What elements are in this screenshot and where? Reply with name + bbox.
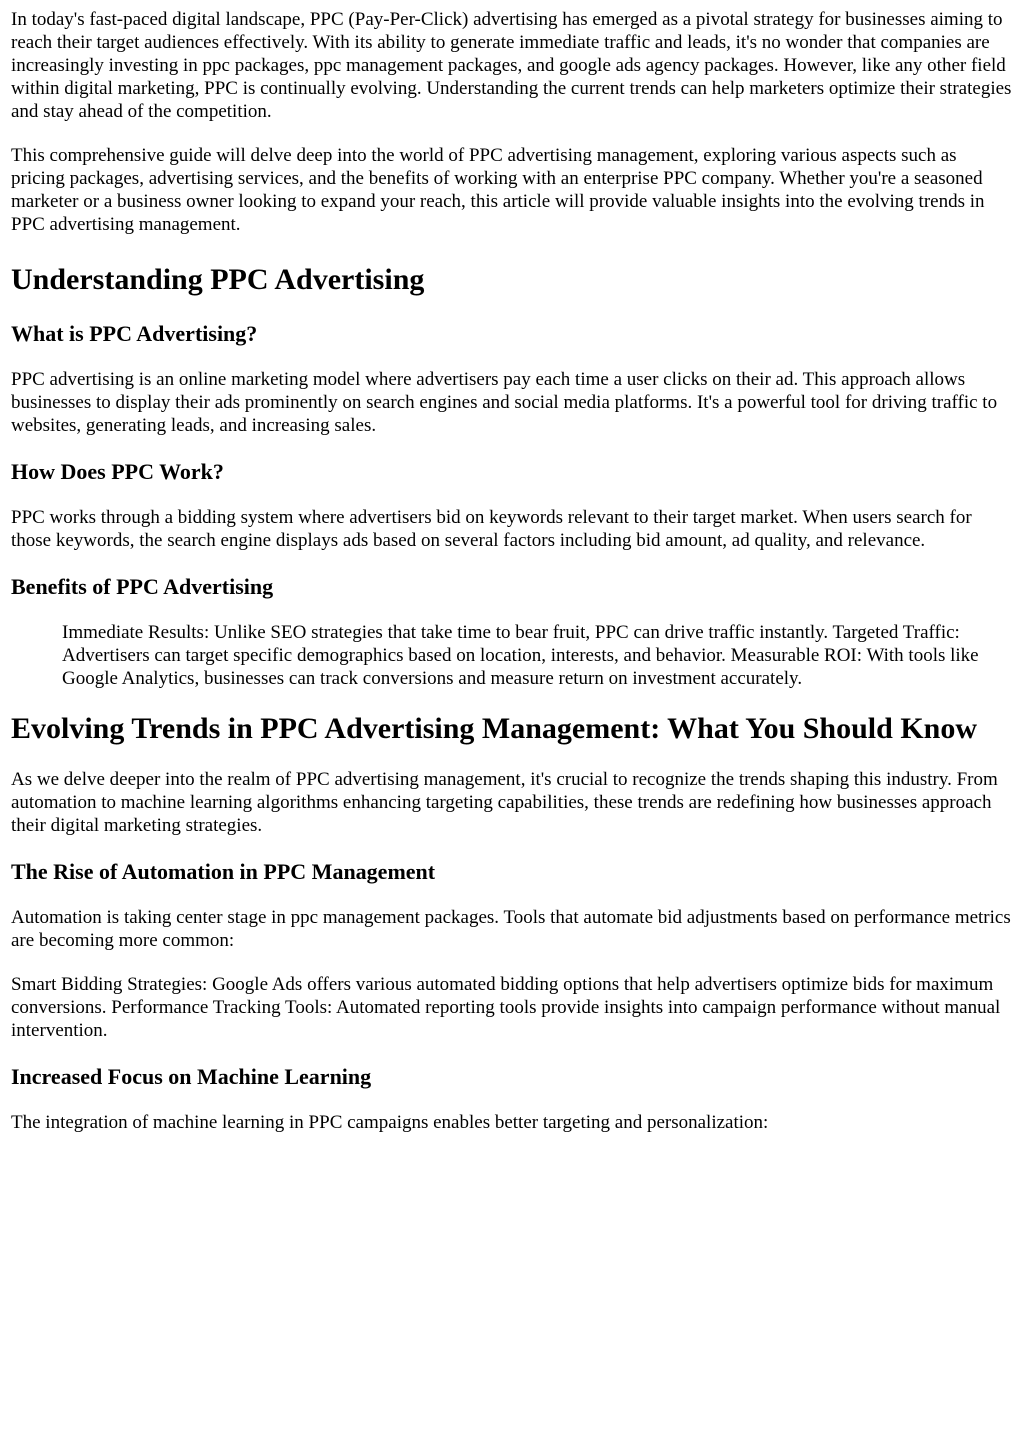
- subheading-how-ppc-works: How Does PPC Work?: [11, 459, 224, 484]
- subheading-automation: The Rise of Automation in PPC Management: [11, 859, 436, 884]
- intro-paragraph: In today's fast-paced digital landscape, PPC (Pay-Per-Click) advertising has emerged as a pivotal strategy for businesses aiming to reach their target audiences effectively. With its ability to generate immediate traffic and leads, it's no wonder that companies are increasingly investing in ppc packages, ppc management packages, and google ads agency packages. However, like any other field within digital marketing, PPC is continually evolving. Understanding the current trends can help marketers optimize their strategies and stay ahead of the competition.: [11, 9, 1012, 122]
- subheading-benefits: Benefits of PPC Advertising: [11, 574, 274, 599]
- section-heading-trends: Evolving Trends in PPC Advertising Management: What You Should Know: [11, 712, 978, 745]
- article-body: [11, 8, 1014, 1134]
- machine-learning-paragraph: The integration of machine learning in PPC campaigns enables better targeting and personalization:: [11, 1112, 769, 1133]
- section-heading-understanding: Understanding PPC Advertising: [11, 263, 425, 296]
- trends-intro-paragraph: As we delve deeper into the realm of PPC advertising management, it's crucial to recognize the trends shaping this industry. From automation to machine learning algorithms enhancing targeting capabilities, these trends are redefining how businesses approach their digital marketing strategies.: [11, 769, 998, 836]
- how-ppc-works-paragraph: PPC works through a bidding system where advertisers bid on keywords relevant to their target market. When users search for those keywords, the search engine displays ads based on several factors including bid amount, ad quality, and relevance.: [11, 507, 972, 551]
- automation-list-paragraph: Smart Bidding Strategies: Google Ads offers various automated bidding options that help advertisers optimize bids for maximum conversions. Performance Tracking Tools: Automated reporting tools provide insights into campaign performance without manual intervention.: [11, 974, 1001, 1041]
- intro-paragraph-2: This comprehensive guide will delve deep into the world of PPC advertising management, exploring various aspects such as pricing packages, advertising services, and the benefits of working with an enterprise PPC company. Whether you're a seasoned marketer or a business owner looking to expand your reach, this article will provide valuable insights into the evolving trends in PPC advertising management.: [11, 145, 985, 235]
- subheading-machine-learning: Increased Focus on Machine Learning: [11, 1064, 372, 1089]
- subheading-what-is-ppc: What is PPC Advertising?: [11, 321, 258, 346]
- benefits-blockquote: Immediate Results: Unlike SEO strategies that take time to bear fruit, PPC can drive traffic instantly. Targeted Traffic: Advertisers can target specific demographics based on location, interests, and behavior. Measurable ROI: With tools like Google Analytics, businesses can track conversions and measure return on investment accurately.: [62, 622, 979, 689]
- automation-paragraph: Automation is taking center stage in ppc management packages. Tools that automate bid adjustments based on performance metrics are becoming more common:: [11, 907, 1011, 951]
- what-is-ppc-paragraph: PPC advertising is an online marketing model where advertisers pay each time a user clicks on their ad. This approach allows businesses to display their ads prominently on search engines and social media platforms. It's a powerful tool for driving traffic to websites, generating leads, and increasing sales.: [11, 369, 998, 436]
